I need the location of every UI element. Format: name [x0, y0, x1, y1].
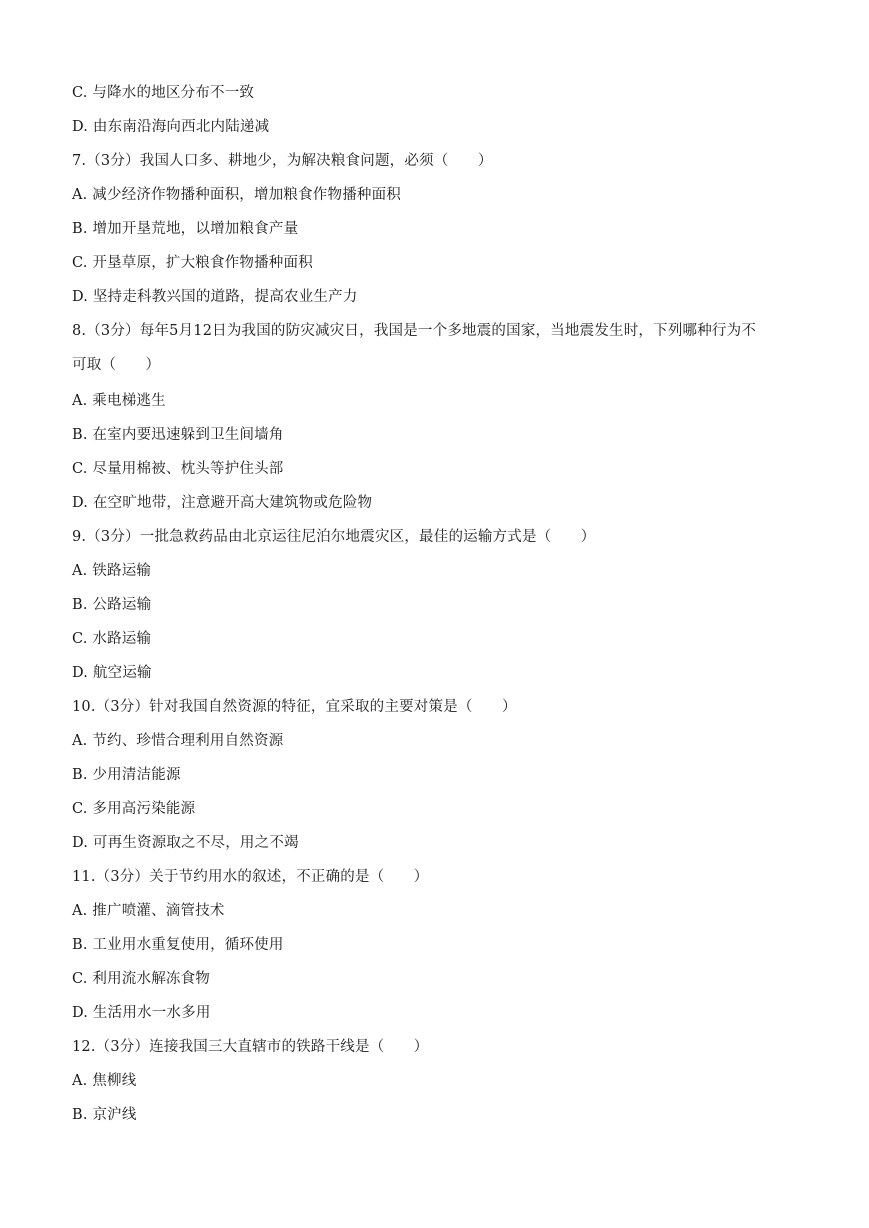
q7-option-d: D. 坚持走科教兴国的道路，提高农业生产力: [72, 289, 358, 305]
q8-option-c: C. 尽量用棉被、枕头等护住头部: [72, 461, 284, 477]
q12-option-a: A. 焦柳线: [72, 1073, 137, 1089]
q10-stem: 10.（3分）针对我国自然资源的特征，宜采取的主要对策是（ ）: [72, 699, 517, 715]
q11-option-b: B. 工业用水重复使用，循环使用: [72, 937, 284, 953]
q7-option-a: A. 减少经济作物播种面积，增加粮食作物播种面积: [72, 187, 401, 203]
q11-option-a: A. 推广喷灌、滴管技术: [72, 903, 225, 919]
q11-option-c: C. 利用流水解冻食物: [72, 971, 210, 987]
q9-stem: 9.（3分）一批急救药品由北京运往尼泊尔地震灾区，最佳的运输方式是（ ）: [72, 529, 596, 545]
q8-stem-continued: 可取（ ）: [72, 357, 161, 373]
q11-stem: 11.（3分）关于节约用水的叙述，不正确的是（ ）: [72, 869, 429, 885]
q8-option-a: A. 乘电梯逃生: [72, 393, 166, 409]
q7-option-b: B. 增加开垦荒地，以增加粮食产量: [72, 221, 299, 237]
q9-option-b: B. 公路运输: [72, 597, 152, 613]
q10-option-c: C. 多用高污染能源: [72, 801, 196, 817]
q8-option-b: B. 在室内要迅速躲到卫生间墙角: [72, 427, 284, 443]
q10-option-a: A. 节约、珍惜合理利用自然资源: [72, 733, 284, 749]
q10-option-d: D. 可再生资源取之不尽，用之不竭: [72, 835, 299, 851]
q12-option-b: B. 京沪线: [72, 1107, 137, 1123]
q6-option-d: D. 由东南沿海向西北内陆递减: [72, 119, 270, 135]
q9-option-c: C. 水路运输: [72, 631, 152, 647]
q9-option-d: D. 航空运输: [72, 665, 152, 681]
q8-option-d: D. 在空旷地带，注意避开高大建筑物或危险物: [72, 495, 373, 511]
q9-option-a: A. 铁路运输: [72, 563, 152, 579]
q7-stem: 7.（3分）我国人口多、耕地少，为解决粮食问题，必须（ ）: [72, 153, 493, 169]
q8-stem: 8.（3分）每年5月12日为我国的防灾减灾日，我国是一个多地震的国家，当地震发生时，下列哪种行为不: [72, 323, 757, 339]
q12-stem: 12.（3分）连接我国三大直辖市的铁路干线是（ ）: [72, 1039, 429, 1055]
q6-option-c: C. 与降水的地区分布不一致: [72, 85, 255, 101]
q10-option-b: B. 少用清洁能源: [72, 767, 181, 783]
q11-option-d: D. 生活用水一水多用: [72, 1005, 211, 1021]
q7-option-c: C. 开垦草原，扩大粮食作物播种面积: [72, 255, 313, 271]
